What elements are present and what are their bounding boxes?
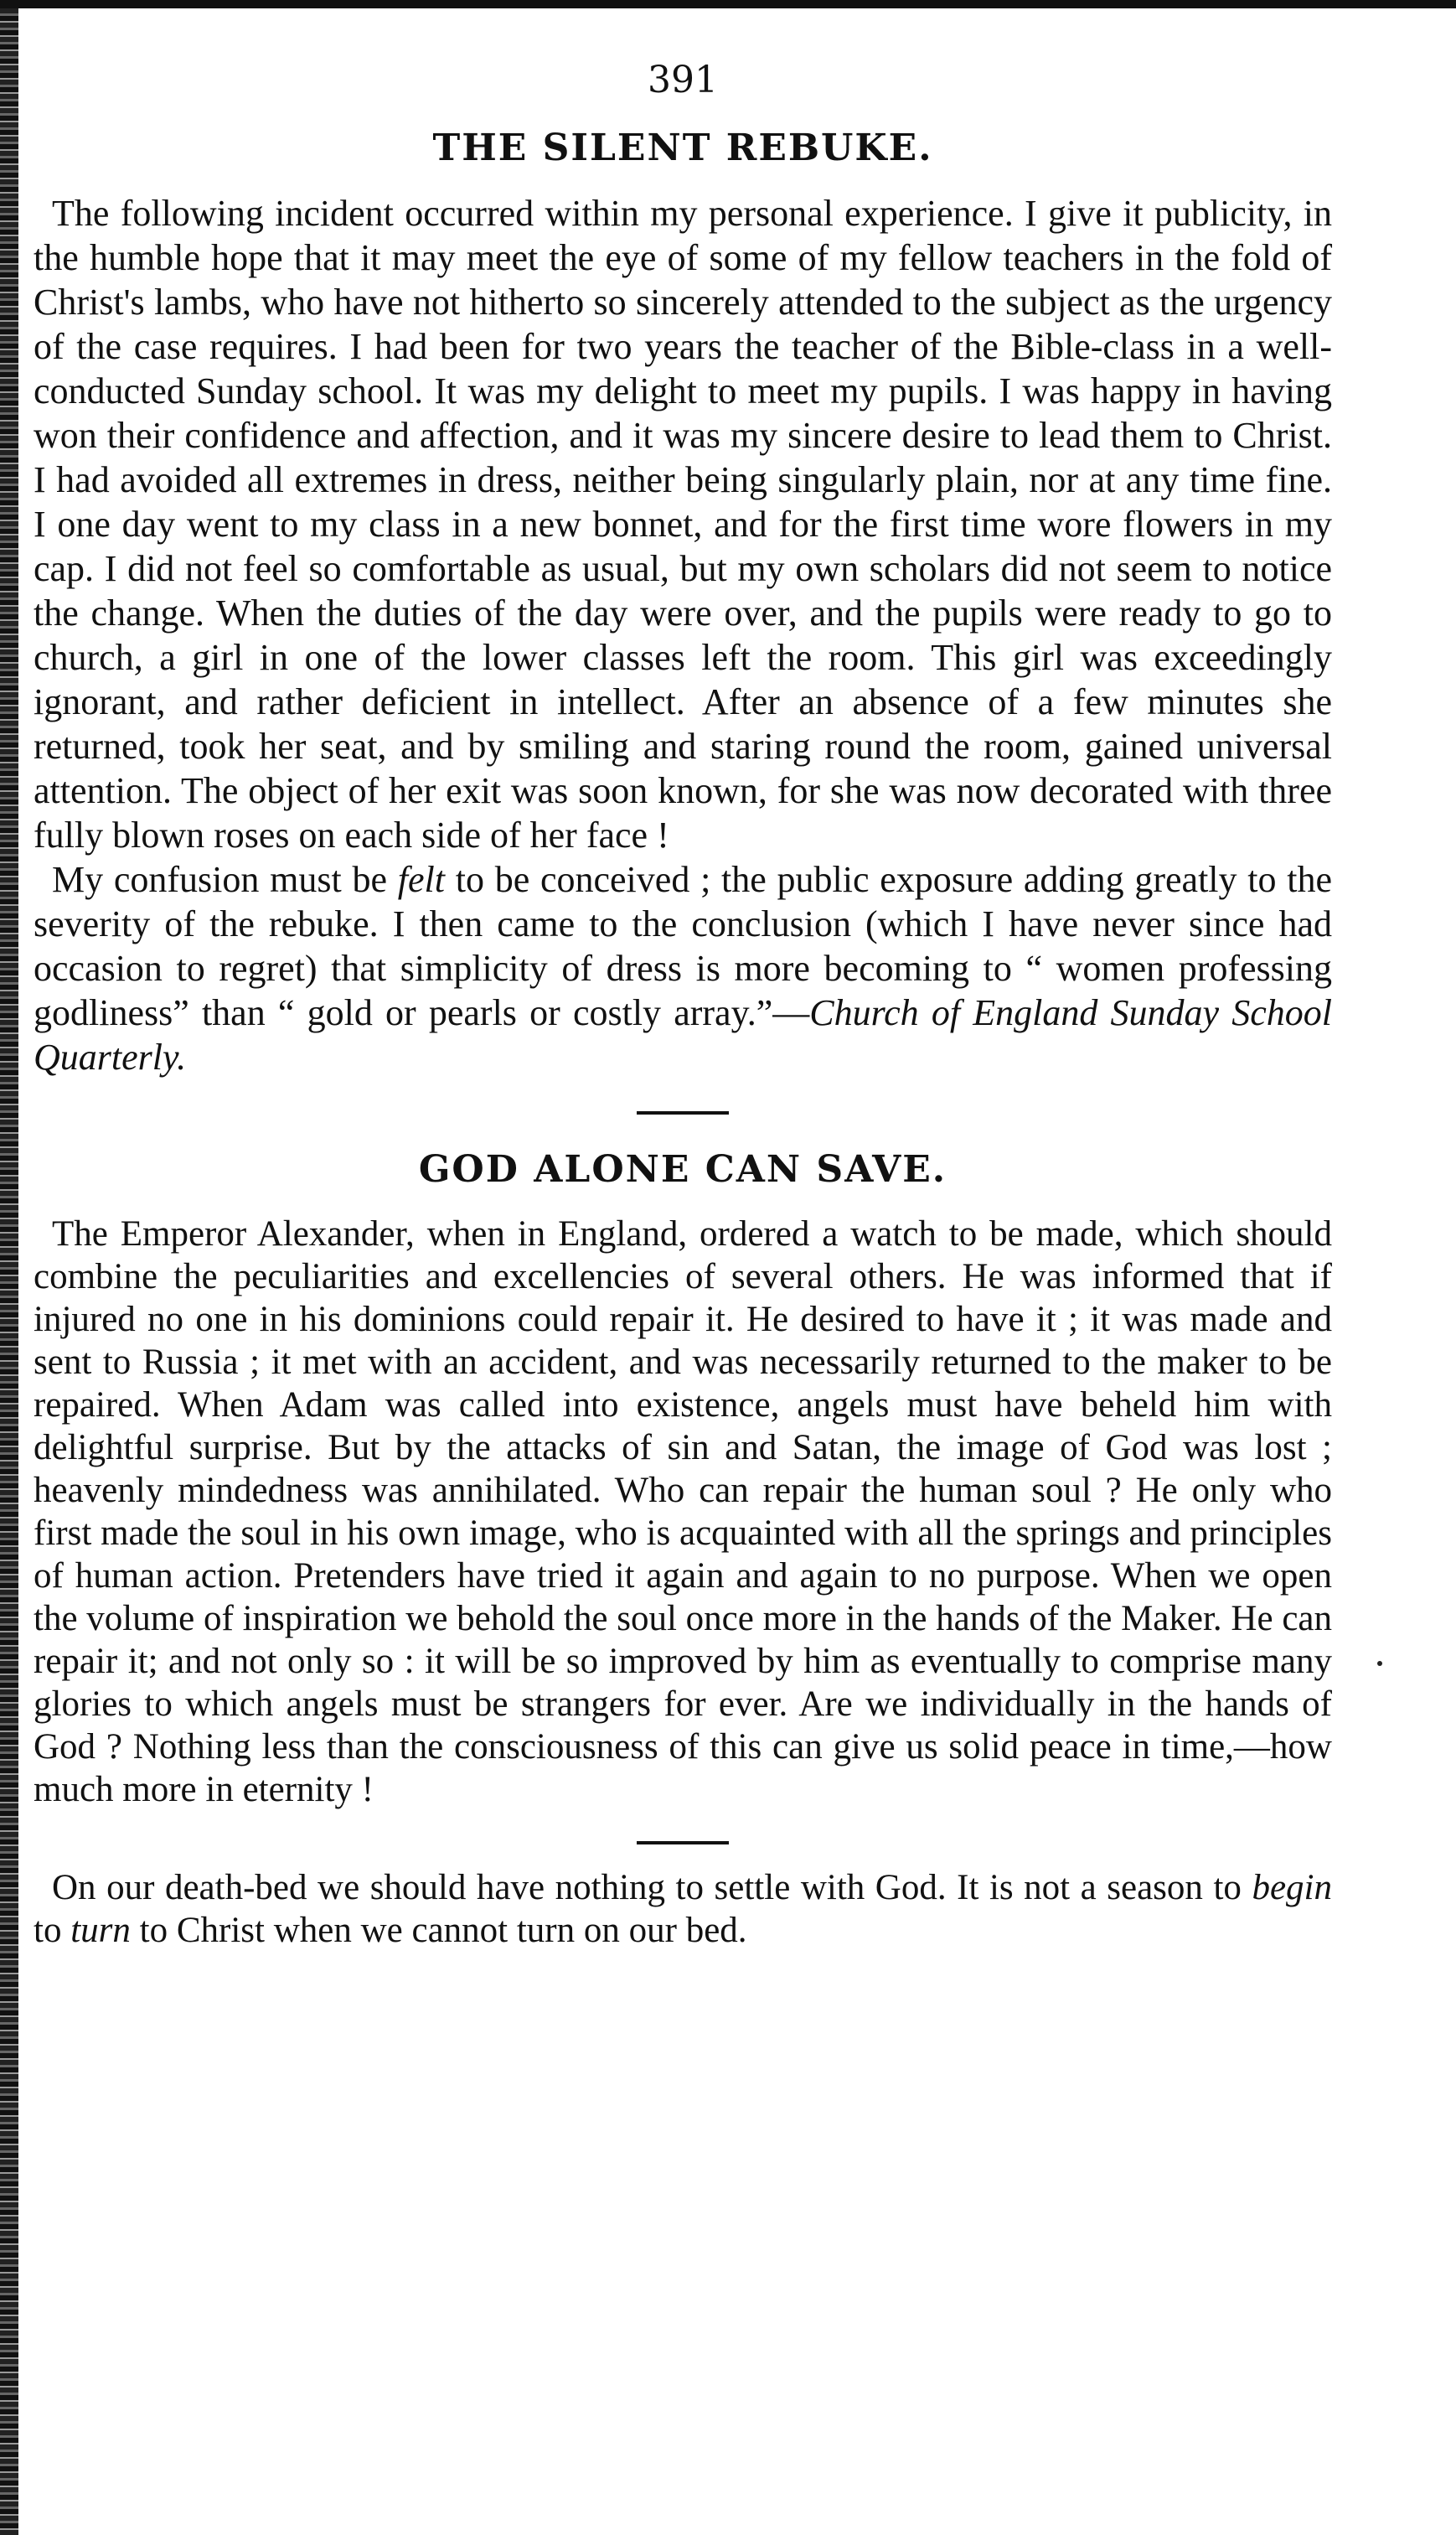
page-body bbox=[34, 50, 1332, 1952]
section-divider bbox=[637, 1841, 729, 1844]
source-citation: Church of England Sunday School Quarterly. bbox=[34, 992, 1332, 1078]
article-god-alone-can-save bbox=[34, 1148, 1332, 1811]
top-border-rule bbox=[0, 0, 1456, 8]
emphasis-felt: felt bbox=[397, 859, 445, 900]
article-paragraph bbox=[34, 857, 1332, 1079]
emphasis-begin: begin bbox=[1252, 1868, 1332, 1907]
page-number: 391 bbox=[648, 59, 718, 101]
article-paragraph: The following incident occurred within my personal experience. I give it publicity, in the humble hope that it may meet the eye of some of my fellow teachers in the fold of Christ's lambs, who have not hitherto so sincerely attended to the subject as the urgency of the case requires. I had been for two years the teacher of the Bible-class in a well-conducted Sunday school. It was my delight to meet my pupils. I was happy in having won their confidence and affection, and it was my sincere desire to lead them to Christ. I had avoided all extremes in dress, neither being singularly plain, nor at any time fine. I one day went to my class in a new bonnet, and for the first time wore flowers in my cap. I did not feel so comfortable as usual, but my own scholars did not seem to notice the change. When the duties of the day were over, and the pupils were ready to go to church, a girl in one of the lower classes left the room. This girl was exceedingly ignorant, and rather deficient in intellect. After an absence of a few minutes she returned, took her seat, and by smiling and staring round the room, gained universal attention. The object of her exit was soon known, for she was now decorated with three fully blown roses on each side of her face ! bbox=[34, 193, 1332, 856]
section-divider bbox=[637, 1111, 729, 1115]
article-title: THE SILENT REBUKE. bbox=[432, 127, 933, 169]
article-paragraph: The Emperor Alexander, when in England, ordered a watch to be made, which should combine the peculiarities and excellencies of several others. He was informed that if injured no one in his dominions could repair it. He desired to have it ; it was made and sent to Russia ; it met with an accident, and was necessarily returned to the maker to be repaired. When Adam was called into existence, angels must have beheld him with delightful surprise. But by the attacks of sin and Satan, the image of God was lost ; heavenly mindedness was annihilated. Who can repair the human soul ? He only who first made the soul in his own image, who is acquainted with all the springs and principles of human action. Pretenders have tried it again and again to no purpose. When we open the volume of inspiration we behold the soul once more in the hands of the Maker. He can repair it; and not only so : it will be so improved by him as eventually to comprise many glories to which angels must be strangers for ever. Are we individually in the hands of God ? Nothing less than the consciousness of this can give us solid peace in time,—how much more in eternity ! bbox=[34, 1214, 1332, 1809]
closing-paragraph bbox=[34, 1866, 1332, 1952]
article-title: GOD ALONE CAN SAVE. bbox=[418, 1148, 947, 1191]
text-run: to Christ when we cannot turn on our bed. bbox=[130, 1911, 747, 1950]
ink-speck bbox=[1377, 1661, 1382, 1666]
article-silent-rebuke bbox=[34, 127, 1332, 1079]
book-binding-edge bbox=[0, 8, 18, 2535]
text-run: to be conceived ; the public exposure adding greatly to the severity of the rebuke. I then came to the conclusion (which I have never since had occasion to regret) that simplicity of dress is more becoming to “ women professing godliness” than “ gold or pearls or costly array.”— bbox=[34, 859, 1332, 1033]
text-run: On our death-bed we should have nothing to settle with God. It is not a season to bbox=[52, 1868, 1252, 1907]
emphasis-turn: turn bbox=[70, 1911, 131, 1950]
text-run: to bbox=[34, 1911, 71, 1950]
text-run: My confusion must be bbox=[52, 859, 398, 900]
